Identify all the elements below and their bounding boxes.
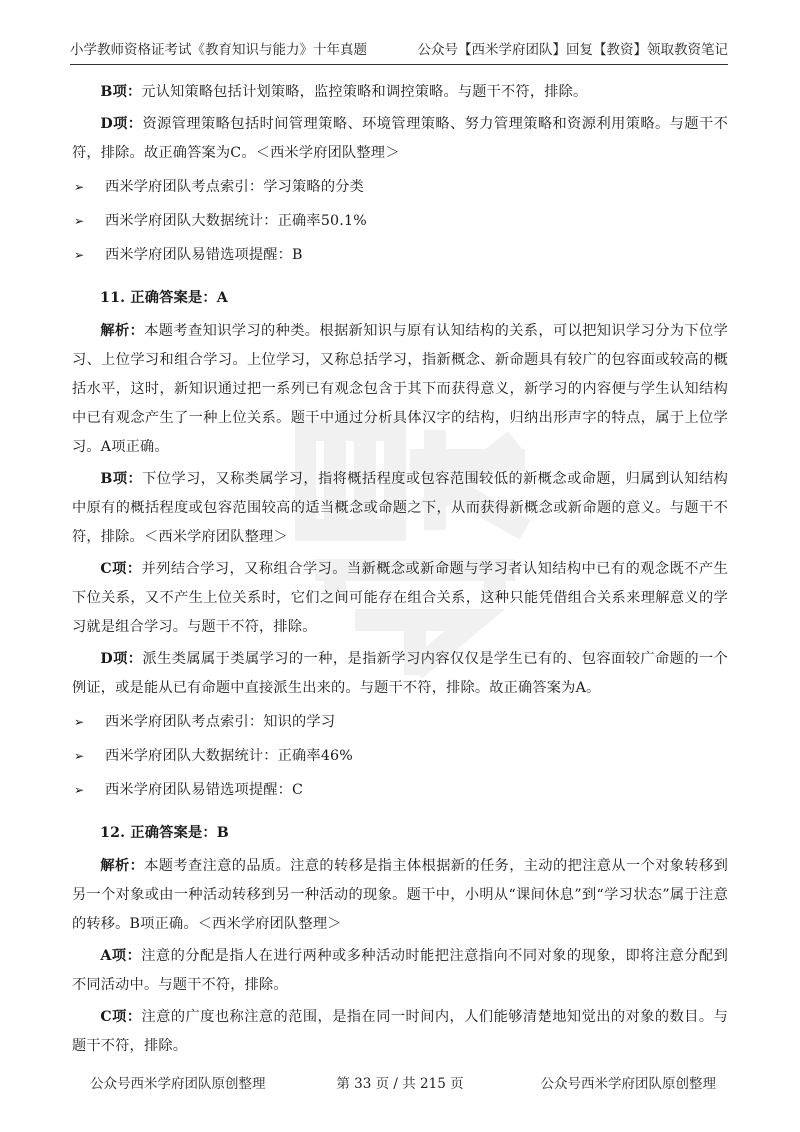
- bullet-text: 西米学府团队大数据统计：正确率50.1%: [105, 213, 367, 229]
- list-item: [72, 708, 728, 737]
- option-text: 注意的分配是指人在进行两种或多种活动时能把注意指向不同对象的现象，即将注意分配到不同活动中。与题干不符，排除。: [72, 948, 728, 993]
- q12-option-a: [72, 942, 728, 1000]
- option-text: 下位学习，又称类属学习，指将概括程度或包容范围较低的新概念或命题，归属到认知结构中原有的概括程度或包容范围较高的适当概念或命题之下，从而获得新概念或新命题的意义。与题干不符，排除。＜西米学府团队整理＞: [72, 471, 728, 545]
- arrow-bullet-icon: ➢: [74, 783, 85, 797]
- list-item: [72, 173, 728, 202]
- option-label: B项：: [100, 84, 142, 100]
- q11-analysis: [72, 317, 728, 462]
- arrow-bullet-icon: ➢: [74, 180, 85, 194]
- q12-analysis: [72, 852, 728, 939]
- bullet-text: 西米学府团队考点索引：学习策略的分类: [105, 179, 364, 195]
- option-text: 资源管理策略包括时间管理策略、环境管理策略、努力管理策略和资源利用策略。与题干不符，排除。故正确答案为C。＜西米学府团队整理＞: [72, 116, 728, 161]
- option-text: 元认知策略包括计划策略，监控策略和调控策略。与题干不符，排除。: [141, 84, 588, 100]
- bullet-text: 西米学府团队考点索引：知识的学习: [105, 714, 336, 730]
- header-title: 小学教师资格证考试《教育知识与能力》十年真题: [70, 42, 367, 58]
- question-12-heading: 12. 正确答案是：B: [100, 825, 229, 841]
- option-label: A项：: [100, 948, 142, 964]
- bullet-text: 西米学府团队易错选项提醒：C: [105, 782, 304, 798]
- analysis-label: 解析：: [100, 323, 145, 339]
- q12-option-c: [72, 1003, 728, 1061]
- footer-right: 公众号西米学府团队原创整理: [540, 1076, 716, 1092]
- arrow-bullet-icon: ➢: [74, 715, 85, 729]
- page-number: 第 33 页 / 共 215 页: [336, 1076, 464, 1092]
- page-content: [72, 78, 728, 1064]
- bullet-text: 西米学府团队大数据统计：正确率46%: [105, 748, 353, 764]
- list-item: [72, 241, 728, 270]
- page-footer: [72, 1072, 728, 1096]
- question-11-heading: 11. 正确答案是：A: [100, 290, 228, 306]
- analysis-text: 本题考查知识学习的种类。根据新知识与原有认知结构的关系，可以把知识学习分为下位学习、上位学习和组合学习。上位学习，又称总括学习，指新概念、新命题具有较广的包容面或较高的概括水平，这时，新知识通过把一系列已有观念包含于其下而获得意义，新学习的内容便与学生认知结构中已有观念产生了一种上位关系。题干中通过分析具体汉字的结构，归纳出形声字的特点，属于上位学习。A项正确。: [72, 323, 728, 455]
- option-label: D项：: [100, 651, 143, 667]
- bullet-text: 西米学府团队易错选项提醒：B: [105, 247, 303, 263]
- q11-option-b: [72, 465, 728, 552]
- arrow-bullet-icon: ➢: [74, 749, 85, 763]
- option-label: C项：: [100, 561, 142, 577]
- analysis-label: 解析：: [100, 858, 145, 874]
- footer-left: 公众号西米学府团队原创整理: [90, 1076, 266, 1092]
- arrow-bullet-icon: ➢: [74, 214, 85, 228]
- list-item: [72, 776, 728, 805]
- prev-option-b: [72, 78, 728, 107]
- page-header: [70, 36, 728, 65]
- option-text: 派生类属属于类属学习的一种，是指新学习内容仅仅是学生已有的、包容面较广命题的一个例证，或是能从已有命题中直接派生出来的。与题干不符，排除。故正确答案为A。: [72, 651, 728, 696]
- list-item: [72, 742, 728, 771]
- prev-option-d: [72, 110, 728, 168]
- analysis-text: 本题考查注意的品质。注意的转移是指主体根据新的任务，主动的把注意从一个对象转移到另一个对象或由一种活动转移到另一种活动的现象。题干中，小明从“课间休息”到“学习状态”属于注意的转移。B项正确。＜西米学府团队整理＞: [72, 858, 728, 932]
- option-text: 注意的广度也称注意的范围，是指在同一时间内，人们能够清楚地知觉出的对象的数目。与题干不符，排除。: [72, 1009, 728, 1054]
- option-label: B项：: [100, 471, 143, 487]
- option-label: C项：: [100, 1009, 142, 1025]
- option-text: 并列结合学习，又称组合学习。当新概念或新命题与学习者认知结构中已有的观念既不产生下位关系，又不产生上位关系时，它们之间可能存在组合关系，这种只能凭借组合关系来理解意义的学习就是组合学习。与题干不符，排除。: [72, 561, 728, 635]
- list-item: [72, 207, 728, 236]
- q11-option-d: [72, 645, 728, 703]
- arrow-bullet-icon: ➢: [74, 248, 85, 262]
- option-label: D项：: [100, 116, 143, 132]
- header-promo: 公众号【西米学府团队】回复【教资】领取教资笔记: [417, 42, 728, 58]
- q11-option-c: [72, 555, 728, 642]
